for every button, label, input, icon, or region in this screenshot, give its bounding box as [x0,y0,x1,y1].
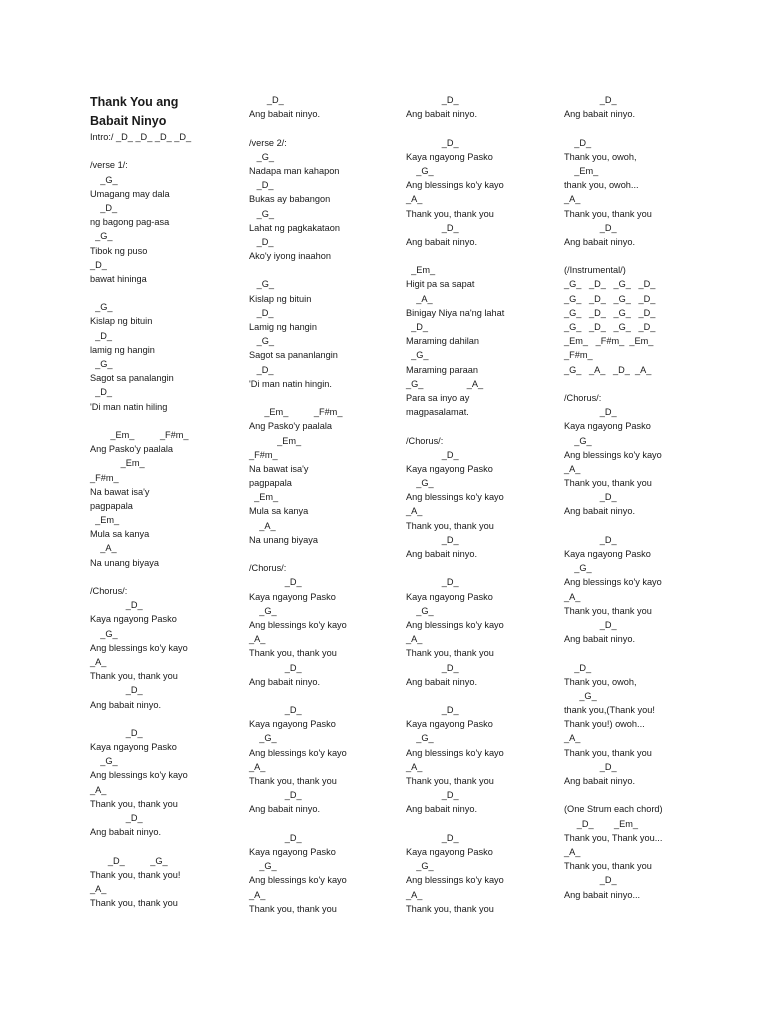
chord-line: _A_ [249,520,276,531]
lyric-line: Ang babait ninyo. [564,776,636,786]
lyric-line: Thank you, thank you [406,776,494,786]
lyric-line: Thank you, thank you [564,478,652,489]
lyric-line: Para sa inyo ay [406,392,470,403]
chord-line: _D_ [249,662,302,673]
chord-line: _D_ _G_ [90,855,168,866]
blank-line [564,249,714,263]
lyric-line: Ang blessings ko'y kayo [406,492,504,503]
chord-line: _A_ [249,889,266,900]
lyric-line: Kaya ngayong Pasko [406,591,493,602]
lyric-line: Tibok ng puso [90,245,148,256]
lyric-line: Sagot sa pananlangin [249,350,338,361]
chord-line: _D_ [249,180,274,191]
blank-line [564,377,714,391]
lyric-line: Thank you, thank you [90,898,178,909]
blank-line [90,570,240,584]
lyric-line: Ang Pasko'y paalala [249,421,332,432]
lyric-line: bawat hininga [90,273,147,284]
chord-line: _D_ [406,662,459,673]
chord-line: _A_ [406,194,423,205]
lyric-line: Thank you!) owoh... [564,719,645,730]
lyric-line: Thank you, thank you [249,903,337,914]
lyric-line: Ang babait ninyo. [249,676,321,687]
chord-line: _D_ [249,832,302,843]
lyric-line: Ang blessings ko'y kayo [90,642,188,653]
blank-line [406,419,556,433]
lyric-line: Na unang biyaya [90,557,159,568]
chord-line: _D_ [90,600,143,611]
lyric-line: Kaya ngayong Pasko [90,614,177,625]
chord-line: _D_ [90,330,112,341]
chord-line: _A_ [90,883,107,894]
lyric-line: Kaya ngayong Pasko [90,742,177,753]
lyric-line: Thank you, thank you [249,776,337,786]
chord-line: _Em_ _F#m_ [249,407,343,418]
chord-line: _A_ [564,591,581,602]
blank-line [90,414,240,428]
lyric-line: Thank you, thank you [90,798,178,809]
chord-line: _D_ [90,727,143,738]
lyric-line: Kaya ngayong Pasko [406,719,493,730]
lyric-line: Na unang biyaya [249,534,318,545]
chord-line: _Em_ [249,492,279,503]
chord-line: _F#m_ [564,350,593,361]
chord-line: _G_ [406,165,434,176]
chord-line: _G_ [90,302,113,313]
lyric-line: Ang babait ninyo. [406,804,478,815]
lyric-line: Ang Pasko'y paalala [90,444,173,455]
chord-line: _D_ [564,875,617,886]
lyric-line: /Chorus/: [564,392,602,403]
lyric-line: /verse 1/: [90,160,128,171]
lyric-line: Thank you, thank you! [90,869,181,880]
chord-line: _G_ _D_ _G_ _D_ [564,322,656,332]
lyric-line: Ang babait ninyo... [564,889,641,900]
chord-line: _Em_ _F#m_ _Em_ [564,336,654,347]
blank-line [249,817,399,831]
chord-line: _D_ [90,202,118,213]
lyric-line: /Chorus/: [406,435,444,446]
chord-line: _G_ [249,336,275,347]
chord-line: _D_ [90,387,112,398]
lyric-line: Thank you, thank you [564,747,652,758]
blank-line [564,788,714,802]
chord-line: _D_ [249,236,274,247]
chord-line: _A_ [406,889,423,900]
lyric-line: Bukas ay babangon [249,194,331,205]
chord-line: _A_ [249,761,266,772]
chord-line: _D_ [249,790,302,801]
lyric-line: Ang blessings ko'y kayo [249,619,347,630]
blank-line [249,263,399,277]
lyric-line: Kaya ngayong Pasko [406,463,493,474]
lyric-line: /verse 2/: [249,137,287,148]
lyric-line: Maraming dahilan [406,336,480,347]
lyric-line: Kaya ngayong Pasko [564,549,651,559]
chord-line: _G_ [564,563,592,574]
chord-line: _Em_ [90,515,120,526]
chord-line: _F#m_ [90,472,119,483]
chord-line: _D_ [249,364,274,375]
lyric-line: (One Strum each chord) [564,804,663,815]
lyric-line: Mula sa kanya [249,506,309,517]
lyric-line: Kaya ngayong Pasko [406,846,493,857]
chord-line: _G_ [249,605,277,616]
chord-line: _G_ [564,435,592,446]
blank-line [564,646,714,660]
chord-line: _D_ [564,761,617,772]
chord-line: _D_ [564,407,617,418]
chord-line: _F#m_ [249,449,278,460]
chord-line: _D_ [406,222,459,233]
lyric-line: /Chorus/: [90,586,128,596]
lyric-line: Lamig ng hangin [249,322,317,332]
chord-line: _D_ [249,95,284,105]
chord-line: _A_ [564,463,581,474]
lyric-line: Thank you, thank you [406,208,494,219]
lyrics-column-1 [90,93,240,910]
blank-line [564,121,714,135]
lyric-line: Ang babait ninyo. [564,634,636,645]
lyric-line: Thank you, thank you [406,903,494,914]
lyric-line: Ang blessings ko'y kayo [564,577,662,588]
lyric-line: Thank you, thank you [249,648,337,659]
blank-line [249,689,399,703]
chord-line: _G_ [406,605,434,616]
chord-line: _G_ [249,861,277,872]
chord-line: _A_ [406,761,423,772]
lyric-line: Thank you, Thank you... [564,832,663,843]
blank-line [564,519,714,533]
blank-line [406,121,556,135]
chord-line: _Em_ [249,435,302,446]
lyric-line: Sagot sa panalangin [90,373,174,384]
lyric-line: Ang blessings ko'y kayo [249,747,347,758]
chord-line: _D_ [90,259,107,270]
lyric-line: Thank you, thank you [406,520,494,531]
lyric-line: Ang babait ninyo. [249,109,321,120]
lyric-line: Ang babait ninyo. [564,236,636,247]
lyric-line: (/Instrumental/) [564,265,626,276]
lyrics-column-3 [406,93,556,916]
lyric-line: Ang babait ninyo. [564,109,636,120]
chord-line: _G_ [90,628,118,639]
chord-line: _G_ _D_ _G_ _D_ [564,279,656,290]
lyric-line: /Chorus/: [249,563,287,574]
chord-line: _G_ [406,478,434,489]
chord-line: _G_ _D_ _G_ _D_ [564,307,656,318]
lyric-line: Thank you, owoh, [564,151,637,162]
chord-line: _G_ [90,756,118,767]
lyric-line: Ang babait ninyo. [249,804,321,815]
chord-line: _Em_ [406,265,436,276]
lyric-line: Kislap ng bituin [249,293,312,304]
chord-line: _D_ [90,685,143,696]
lyric-line: Ang babait ninyo. [406,236,478,247]
chord-line: _A_ [564,846,581,857]
chord-line: _G_ [90,359,113,369]
lyric-line: Thank you, thank you [406,648,494,659]
lyric-line: 'Di man natin hiling [90,401,168,412]
chord-line: _D_ [564,492,617,503]
lyric-line: Binigay Niya na'ng lahat [406,307,505,318]
lyric-line: 'Di man natin hingin. [249,378,332,389]
lyrics-column-4 [564,93,714,902]
lyric-line: Na bawat isa'y [90,486,150,497]
chord-line: _G_ _A_ [406,378,484,389]
lyric-line: Kaya ngayong Pasko [564,421,651,432]
chord-line: _A_ [406,506,423,517]
lyric-line: Ang babait ninyo. [406,549,478,559]
blank-line [90,712,240,726]
chord-line: _D_ [564,137,592,148]
chord-line: _D_ [564,662,592,673]
lyric-line: Maraming paraan [406,364,479,375]
chord-line: _D_ [564,222,617,233]
lyric-line: Thank you, owoh, [564,676,637,687]
lyric-line: Mula sa kanya [90,529,150,540]
lyric-line: Ang blessings ko'y kayo [406,875,504,886]
lyric-line: Umagang may dala [90,188,170,199]
lyrics-column-2 [249,93,399,916]
lyric-line: thank you,(Thank you! [564,705,655,716]
chord-line: _A_ [406,293,433,304]
chord-line: _G_ [406,733,434,744]
lyric-line: Thank you, thank you [564,605,652,616]
blank-line [90,144,240,158]
chord-line: _D_ [406,449,459,460]
chord-line: _G_ [564,690,597,701]
lyric-line: Ang babait ninyo. [406,676,478,687]
chord-line: _G_ [90,174,118,185]
blank-line [406,689,556,703]
song-title-line: Babait Ninyo [90,113,167,128]
lyric-line: Ang blessings ko'y kayo [90,770,188,781]
chord-line: _A_ [406,634,423,645]
chord-line: _D_ [249,577,302,588]
blank-line [249,121,399,135]
lyric-line: Ang babait ninyo. [564,506,636,517]
chord-line: _Em_ _F#m_ [90,429,189,440]
blank-line [90,286,240,300]
lyric-line: Ang babait ninyo. [406,109,478,120]
lyric-line: Kaya ngayong Pasko [249,846,336,857]
chord-line: _A_ [564,194,581,205]
lyric-line: Thank you, thank you [564,208,652,219]
lyric-line: Kaya ngayong Pasko [406,151,493,162]
lyric-line: magpasalamat. [406,407,469,418]
blank-line [406,817,556,831]
chord-line: _D_ [564,534,617,545]
chord-line: _D_ [406,137,459,148]
chord-line: _D_ [406,832,459,843]
lyric-line: Ang babait ninyo. [90,827,162,838]
chord-line: _D_ [406,705,459,716]
chord-line: _D_ [90,813,143,823]
blank-line [249,547,399,561]
chord-line: _D_ _Em_ [564,818,639,829]
chord-line: _G_ [249,733,277,744]
lyric-line: Lahat ng pagkakataon [249,222,340,233]
lyric-line: Kaya ngayong Pasko [249,719,336,730]
lyric-line: Ang blessings ko'y kayo [406,180,504,191]
blank-line [90,839,240,853]
chord-line: _D_ [564,619,617,630]
chord-line: _A_ [564,733,581,744]
chord-line: _G_ _A_ _D_ _A_ [564,364,652,375]
lyric-line: Na bawat isa'y [249,463,309,474]
blank-line [406,249,556,263]
lyric-line: lamig ng hangin [90,344,155,355]
song-title-line: Thank You ang [90,95,179,109]
chord-line: _Em_ [90,458,145,469]
chord-line: _D_ [249,705,302,716]
lyric-line: pagpapala [249,478,292,489]
lyric-line: thank you, owoh... [564,180,639,191]
chord-line: _G_ [406,350,429,361]
lyric-line: Kislap ng bituin [90,316,153,327]
chord-line: _A_ [249,634,266,645]
chord-line: _D_ [249,307,274,318]
lyric-line: pagpapala [90,500,133,511]
chord-line: _G_ [249,151,275,162]
lyric-line: Kaya ngayong Pasko [249,591,336,602]
chord-line: _G_ [406,861,434,872]
chord-line: _D_ [564,95,617,105]
blank-line [406,561,556,575]
chord-line: _D_ [406,322,428,332]
lyric-line: Nadapa man kahapon [249,165,340,176]
chord-line: _D_ [406,95,459,105]
chord-line: _D_ [406,534,459,545]
chord-line: _A_ [90,784,107,795]
chord-line: _A_ [90,543,117,554]
chord-line: _G_ [249,279,275,290]
lyric-line: Ang blessings ko'y kayo [406,619,504,630]
lyric-line: Thank you, thank you [90,671,178,682]
chord-line: _D_ [406,790,459,801]
lyric-line: Ang babait ninyo. [90,699,162,710]
chord-line: _A_ [90,656,107,667]
lyric-line: ng bagong pag-asa [90,217,170,228]
chord-line: _D_ [406,577,459,588]
lyric-line: Ang blessings ko'y kayo [406,747,504,758]
lyric-line: Intro:/ _D_ _D_ _D_ _D_ [90,132,192,142]
chord-line: _G_ [90,231,113,242]
chord-line: _G_ _D_ _G_ _D_ [564,293,656,304]
lyric-line: Ang blessings ko'y kayo [249,875,347,886]
lyric-line: Higit pa sa sapat [406,279,475,290]
lyric-line: Thank you, thank you [564,861,652,872]
blank-line [249,391,399,405]
lyric-line: Ako'y iyong inaahon [249,251,331,262]
chord-line: _Em_ [564,165,599,176]
lyric-line: Ang blessings ko'y kayo [564,449,662,460]
chord-line: _G_ [249,208,275,219]
